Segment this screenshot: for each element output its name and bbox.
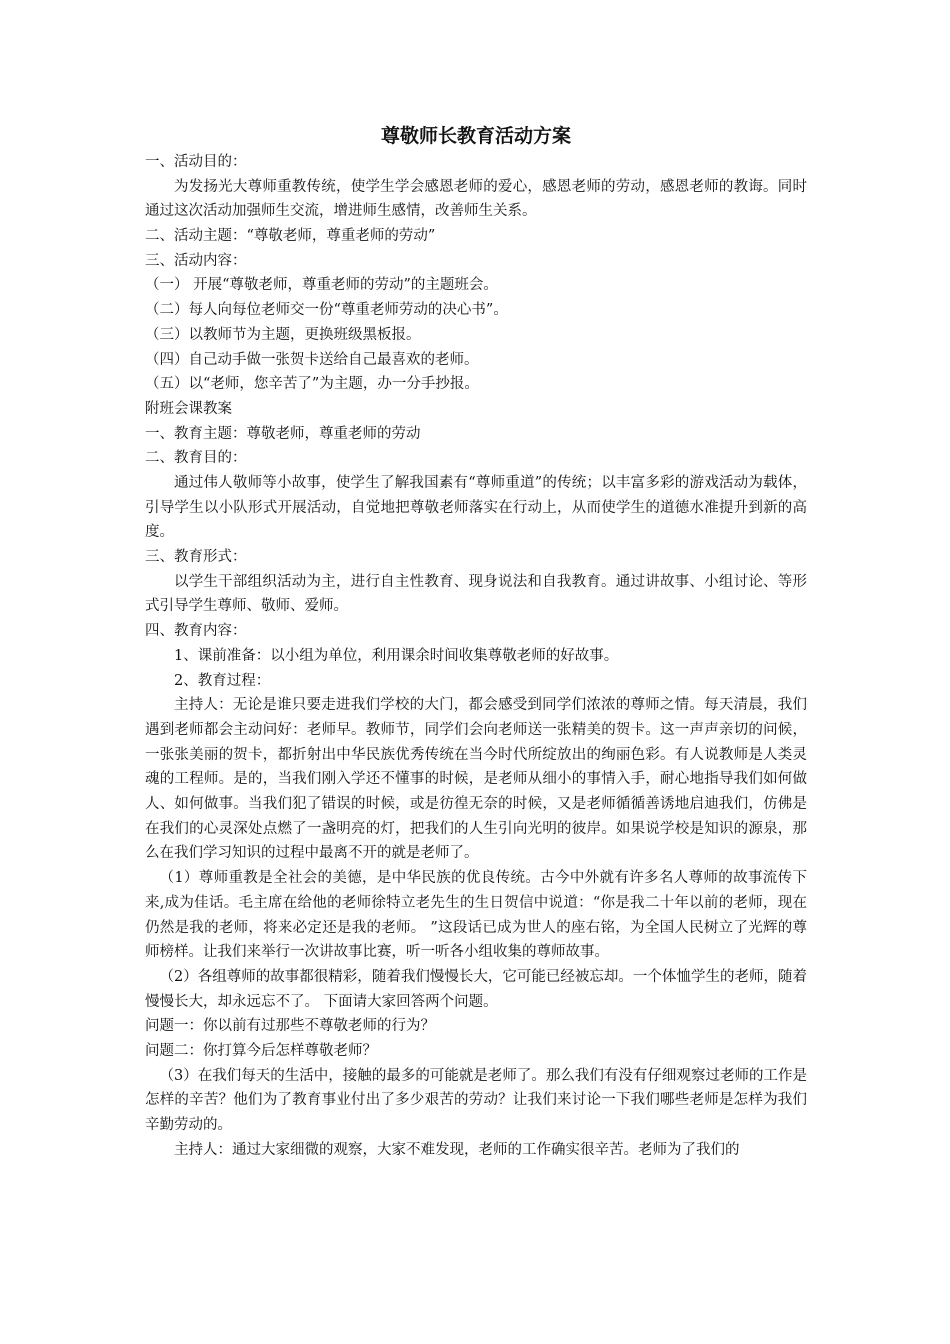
paragraph: （3）在我们每天的生活中，接触的最多的可能就是老师了。那么我们有没有仔细观察过老师的工作是怎样的辛苦？他们为了教育事业付出了多少艰苦的劳动？让我们来讨论一下我们哪些老师是怎样为我们辛勤劳动的。 xyxy=(145,1067,807,1134)
section-heading: 二、教育目的： xyxy=(145,450,247,467)
paragraph: 1、课前准备：以小组为单位，利用课余时间收集尊敬老师的好故事。 xyxy=(174,647,619,664)
section-heading: 一、活动目的： xyxy=(145,154,247,170)
list-item: （一） 开展“尊敬老师，尊重老师的劳动”的主题班会。 xyxy=(145,277,498,294)
list-item: （二）每人向每位老师交一份“尊重老师劳动的决心书”。 xyxy=(145,302,508,319)
appendix-heading: 附班会课教案 xyxy=(145,400,232,417)
paragraph: （1）尊师重教是全社会的美德，是中华民族的优良传统。古今中外就有许多名人尊师的故事流传下来,成为佳话。毛主席在给他的老师徐特立老先生的生日贺信中说道：“你是我二十年以前的老师，现在仍然是我的老师，将来必定还是我的老师。 ”这段话已成为世人的座右铭，为全国人民树立了光辉的尊师榜样。让我们来举行一次讲故事比赛，听一听各小组收集的尊师故事。 xyxy=(145,870,807,961)
paragraph: 主持人：无论是谁只要走进我们学校的大门，都会感受到同学们浓浓的尊师之情。每天清晨，我们遇到老师都会主动问好：老师早。教师节，同学们会向老师送一张精美的贺卡。这一声声亲切的问候，一张张美丽的贺卡，都折射出中华民族优秀传统在当今时代所绽放出的绚丽色彩。有人说教师是人类灵魂的工程师。是的，当我们刚入学还不懂事的时候，是老师从细小的事情入手，耐心地指导我们如何做人、如何做事。当我们犯了错误的时候，或是彷徨无奈的时候，又是老师循循善诱地启迪我们，仿佛是在我们的心灵深处点燃了一盏明亮的灯，把我们的人生引向光明的彼岸。如果说学校是知识的源泉，那么在我们学习知识的过程中最离不开的就是老师了。 xyxy=(145,697,807,862)
section-heading: 四、教育内容： xyxy=(145,623,247,640)
section-heading: 三、教育形式： xyxy=(145,549,247,566)
section-heading: 二、活动主题：“尊敬老师，尊重老师的劳动” xyxy=(145,228,436,245)
question: 问题二：你打算今后怎样尊敬老师？ xyxy=(145,1043,377,1060)
question: 问题一：你以前有过那些不尊敬老师的行为？ xyxy=(145,1018,435,1035)
paragraph: 为发扬光大尊师重教传统，使学生学会感恩老师的爱心，感恩老师的劳动，感恩老师的教诲。同时通过这次活动加强师生交流，增进师生感情，改善师生关系。 xyxy=(145,178,807,220)
paragraph: 主持人：通过大家细微的观察，大家不难发现，老师的工作确实很辛苦。老师为了我们的 xyxy=(174,1141,740,1158)
section-heading: 三、活动内容： xyxy=(145,252,247,269)
section-heading: 一、教育主题：尊敬老师，尊重老师的劳动 xyxy=(145,425,421,442)
paragraph: 2、教育过程： xyxy=(174,672,271,689)
paragraph: 通过伟人敬师等小故事，使学生了解我国素有“尊师重道”的传统；以丰富多彩的游戏活动为载体，引导学生以小队形式开展活动，自觉地把尊敬老师落实在行动上，从而使学生的道德水准提升到新的高度。 xyxy=(145,474,807,541)
paragraph: 以学生干部组织活动为主，进行自主性教育、现身说法和自我教育。通过讲故事、小组讨论、等形式引导学生尊师、敬师、爱师。 xyxy=(145,573,807,615)
paragraph: （2）各组尊师的故事都很精彩，随着我们慢慢长大，它可能已经被忘却。一个体恤学生的老师，随着慢慢长大，却永远忘不了。 下面请大家回答两个问题。 xyxy=(145,968,807,1010)
list-item: （四）自己动手做一张贺卡送给自己最喜欢的老师。 xyxy=(145,351,479,368)
document-title: 尊敬师长教育活动方案 xyxy=(380,125,571,147)
list-item: （三）以教师节为主题，更换班级黑板报。 xyxy=(145,326,421,343)
document-page xyxy=(145,122,807,1163)
list-item: （五）以“老师，您辛苦了”为主题，办一分手抄报。 xyxy=(145,376,479,393)
